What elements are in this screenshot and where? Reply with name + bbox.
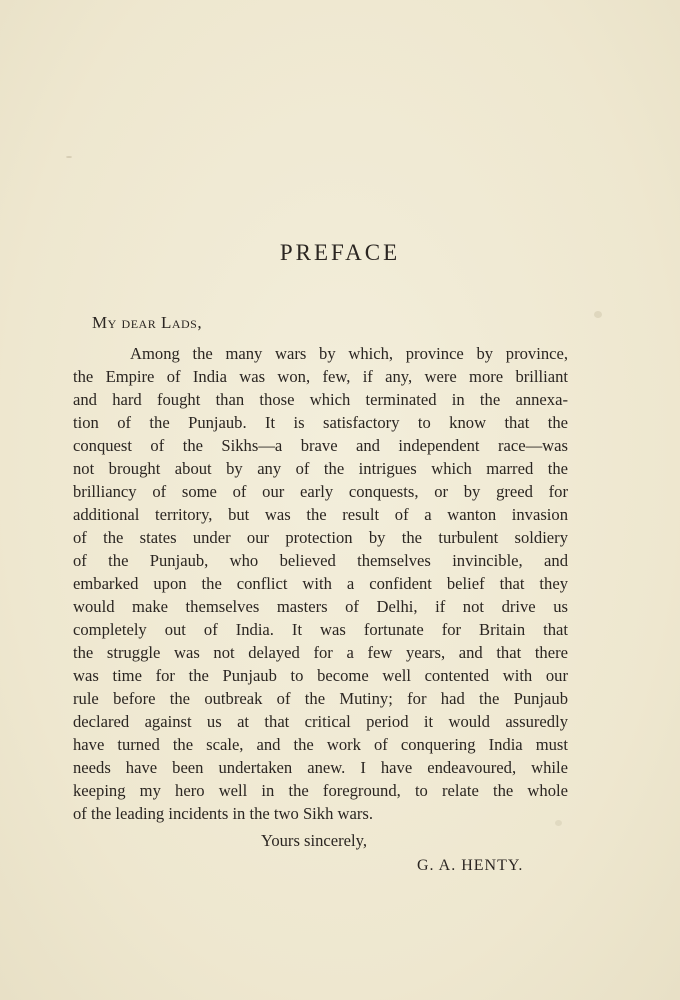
text-line: the struggle was not delayed for a few years, and that there (73, 643, 568, 662)
text-line: completely out of India. It was fortunate for Britain that (73, 620, 568, 639)
text-line: rule before the outbreak of the Mutiny; for had the Punjaub (73, 689, 568, 708)
text-line: and hard fought than those which terminated in the annexa- (73, 390, 568, 409)
text-line: of the states under our protection by the turbulent soldiery (73, 528, 568, 547)
text-line: additional territory, but was the result of a wanton invasion (73, 505, 568, 524)
text-line: brilliancy of some of our early conquests, or by greed for (73, 482, 568, 501)
text-line: the Empire of India was won, few, if any, were more brilliant (73, 367, 568, 386)
closing: Yours sincerely, (261, 831, 368, 850)
page-title: PREFACE (279, 240, 401, 265)
text-line: needs have been undertaken anew. I have endeavoured, while (73, 758, 568, 777)
text-line: have turned the scale, and the work of conquering India must (73, 735, 568, 754)
text-line: declared against us at that critical period it would assuredly (73, 712, 568, 731)
preface-body (73, 342, 568, 825)
text-line: not brought about by any of the intrigues which marred the (73, 459, 568, 478)
text-line: tion of the Punjaub. It is satisfactory to know that the (73, 413, 568, 432)
text-line: would make themselves masters of Delhi, if not drive us (73, 597, 568, 616)
text-line: conquest of the Sikhs—a brave and independent race—was (73, 436, 568, 455)
paper-speck (594, 311, 602, 318)
signature: G. A. HENTY. (417, 857, 524, 874)
text-line: embarked upon the conflict with a confident belief that they (73, 574, 568, 593)
salutation: My dear Lads, (92, 313, 203, 332)
text-line: Among the many wars by which, province by province, (130, 344, 568, 363)
text-line: was time for the Punjaub to become well contented with our (73, 666, 568, 685)
text-line: of the leading incidents in the two Sikh wars. (73, 804, 374, 823)
text-line: of the Punjaub, who believed themselves invincible, and (73, 551, 568, 570)
text-line: keeping my hero well in the foreground, to relate the whole (73, 781, 568, 800)
paper-speck (66, 156, 72, 158)
